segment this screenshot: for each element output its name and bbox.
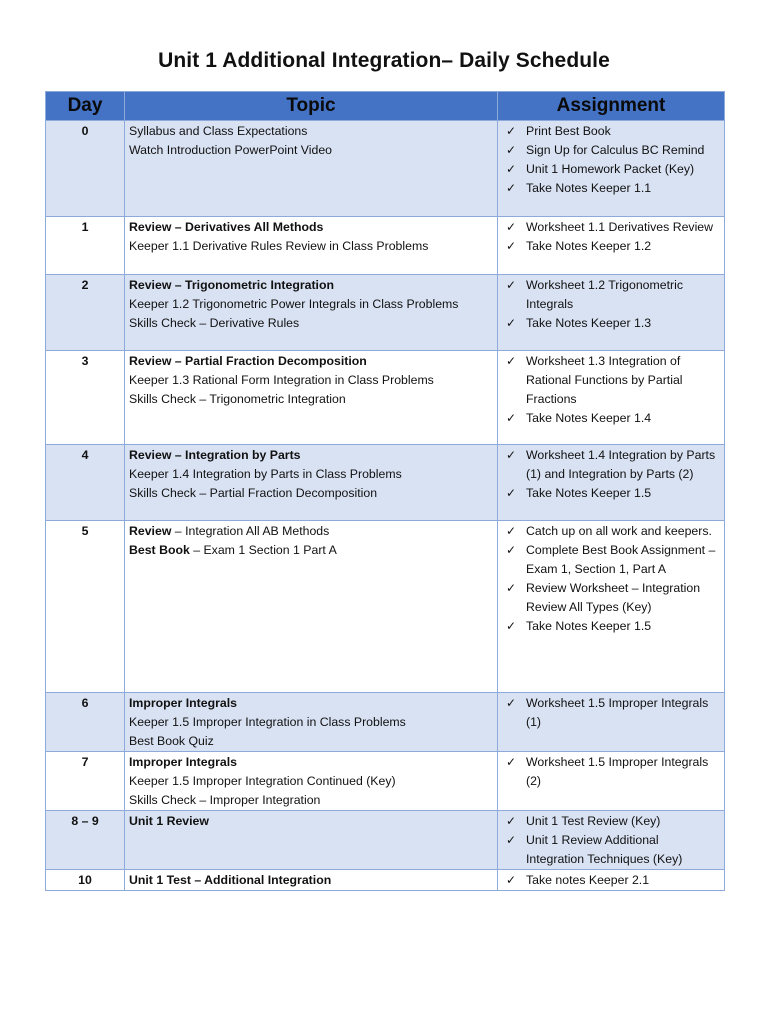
checkmark-icon: ✓ [506,239,517,253]
assignment-text: Worksheet 1.3 Integration of Rational Functions by Partial Fractions [526,354,683,406]
topic-text: Skills Check – Partial Fraction Decomposition [129,486,378,500]
topic-line [129,352,493,371]
assignment-item [502,446,720,484]
table-header-row [46,92,725,121]
assignment-list [502,122,720,198]
topic-line [129,791,493,810]
topic-line [129,541,493,560]
topic-bold-text: Best Book [129,543,190,557]
topic-line [129,295,493,314]
topic-cell [125,217,498,275]
day-cell: 4 [46,445,125,521]
assignment-text: Worksheet 1.2 Trigonometric Integrals [526,278,683,311]
checkmark-icon: ✓ [506,486,517,500]
header-topic: Topic [125,92,498,121]
topic-line [129,812,493,831]
assignment-list [502,694,720,732]
checkmark-icon: ✓ [506,833,517,847]
table-row [46,693,725,752]
checkmark-icon: ✓ [506,873,517,887]
checkmark-icon: ✓ [506,619,517,633]
assignment-text: Take Notes Keeper 1.1 [526,181,652,195]
topic-cell [125,870,498,891]
topic-bold-text: Review – Integration by Parts [129,448,301,462]
assignment-item [502,276,720,314]
topic-line [129,371,493,390]
topic-bold-text: Review – Derivatives All Methods [129,220,324,234]
assignment-text: Unit 1 Test Review (Key) [526,814,661,828]
assignment-text: Worksheet 1.5 Improper Integrals (2) [526,755,709,788]
topic-text: Watch Introduction PowerPoint Video [129,143,333,157]
assignment-text: Unit 1 Review Additional Integration Techniques (Key) [526,833,683,866]
topic-bold-text: Review [129,524,172,538]
assignment-list [502,218,720,256]
assignment-item [502,522,720,541]
assignment-cell [498,351,725,445]
topic-line [129,218,493,237]
assignment-item [502,484,720,503]
topic-cell [125,275,498,351]
assignment-item [502,122,720,141]
assignment-item [502,141,720,160]
assignment-item [502,871,720,890]
assignment-item [502,314,720,333]
checkmark-icon: ✓ [506,524,517,538]
assignment-text: Complete Best Book Assignment – Exam 1, Section 1, Part A [526,543,716,576]
assignment-item [502,617,720,636]
checkmark-icon: ✓ [506,143,517,157]
assignment-cell [498,870,725,891]
table-row [46,521,725,693]
checkmark-icon: ✓ [506,814,517,828]
assignment-item [502,831,720,869]
topic-line [129,276,493,295]
assignment-cell [498,445,725,521]
assignment-text: Unit 1 Homework Packet (Key) [526,162,695,176]
table-row [46,445,725,521]
assignment-cell [498,121,725,217]
header-assignment: Assignment [498,92,725,121]
topic-cell [125,752,498,811]
topic-text: Keeper 1.5 Improper Integration Continued (Key) [129,774,396,788]
topic-cell [125,351,498,445]
assignment-item [502,579,720,617]
topic-text: Syllabus and Class Expectations [129,124,308,138]
assignment-text: Worksheet 1.4 Integration by Parts (1) and Integration by Parts (2) [526,448,716,481]
topic-cell [125,121,498,217]
topic-line [129,465,493,484]
assignment-text: Worksheet 1.5 Improper Integrals (1) [526,696,709,729]
checkmark-icon: ✓ [506,543,517,557]
checkmark-icon: ✓ [506,162,517,176]
topic-line [129,314,493,333]
topic-line [129,122,493,141]
assignment-list [502,446,720,503]
topic-line [129,141,493,160]
assignment-text: Worksheet 1.1 Derivatives Review [526,220,714,234]
topic-cell [125,693,498,752]
topic-text: – Integration All AB Methods [171,524,330,538]
topic-text: Keeper 1.1 Derivative Rules Review in Class Problems [129,239,429,253]
table-row [46,870,725,891]
assignment-item [502,541,720,579]
assignment-text: Print Best Book [526,124,611,138]
table-row [46,275,725,351]
assignment-cell [498,521,725,693]
checkmark-icon: ✓ [506,411,517,425]
day-cell: 1 [46,217,125,275]
day-cell: 2 [46,275,125,351]
day-cell: 10 [46,870,125,891]
checkmark-icon: ✓ [506,448,517,462]
topic-line [129,871,493,890]
header-day: Day [46,92,125,121]
assignment-item [502,218,720,237]
topic-text: Keeper 1.4 Integration by Parts in Class Problems [129,467,402,481]
assignment-text: Take Notes Keeper 1.4 [526,411,652,425]
table-row [46,811,725,870]
topic-bold-text: Review – Trigonometric Integration [129,278,334,292]
assignment-cell [498,811,725,870]
topic-text: Keeper 1.2 Trigonometric Power Integrals in Class Problems [129,297,459,311]
assignment-cell [498,693,725,752]
checkmark-icon: ✓ [506,124,517,138]
checkmark-icon: ✓ [506,278,517,292]
assignment-cell [498,752,725,811]
topic-line [129,694,493,713]
topic-line [129,732,493,751]
topic-line [129,390,493,409]
assignment-list [502,812,720,869]
topic-line [129,713,493,732]
topic-cell [125,521,498,693]
checkmark-icon: ✓ [506,316,517,330]
topic-line [129,237,493,256]
assignment-list [502,352,720,428]
day-cell: 7 [46,752,125,811]
day-cell: 3 [46,351,125,445]
topic-text: Skills Check – Trigonometric Integration [129,392,346,406]
assignment-text: Take Notes Keeper 1.5 [526,619,652,633]
page-title: Unit 1 Additional Integration– Daily Schedule [158,49,610,72]
assignment-text: Review Worksheet – Integration Review All Types (Key) [526,581,701,614]
assignment-text: Take Notes Keeper 1.5 [526,486,652,500]
topic-bold-text: Unit 1 Review [129,814,209,828]
topic-line [129,753,493,772]
checkmark-icon: ✓ [506,581,517,595]
assignment-list [502,522,720,636]
topic-bold-text: Unit 1 Test – Additional Integration [129,873,332,887]
topic-line [129,484,493,503]
topic-cell [125,811,498,870]
assignment-text: Take Notes Keeper 1.3 [526,316,652,330]
checkmark-icon: ✓ [506,220,517,234]
topic-text: Skills Check – Improper Integration [129,793,321,807]
table-row [46,752,725,811]
assignment-item [502,179,720,198]
topic-bold-text: Improper Integrals [129,755,237,769]
topic-line [129,772,493,791]
assignment-list [502,871,720,890]
assignment-item [502,237,720,256]
assignment-item [502,409,720,428]
table-row [46,351,725,445]
assignment-text: Take Notes Keeper 1.2 [526,239,652,253]
assignment-item [502,694,720,732]
checkmark-icon: ✓ [506,696,517,710]
day-cell: 8 – 9 [46,811,125,870]
checkmark-icon: ✓ [506,354,517,368]
assignment-item [502,812,720,831]
assignment-item [502,753,720,791]
topic-bold-text: Improper Integrals [129,696,237,710]
assignment-item [502,352,720,409]
assignment-item [502,160,720,179]
assignment-cell [498,275,725,351]
table-row [46,121,725,217]
schedule-table [45,91,725,891]
topic-text: Best Book Quiz [129,734,214,748]
checkmark-icon: ✓ [506,181,517,195]
checkmark-icon: ✓ [506,755,517,769]
topic-line [129,522,493,541]
topic-bold-text: Review – Partial Fraction Decomposition [129,354,367,368]
day-cell: 6 [46,693,125,752]
assignment-text: Catch up on all work and keepers. [526,524,712,538]
topic-text: – Exam 1 Section 1 Part A [189,543,337,557]
topic-text: Keeper 1.5 Improper Integration in Class Problems [129,715,406,729]
assignment-list [502,276,720,333]
topic-cell [125,445,498,521]
table-row [46,217,725,275]
assignment-text: Sign Up for Calculus BC Remind [526,143,705,157]
topic-line [129,446,493,465]
topic-text: Keeper 1.3 Rational Form Integration in Class Problems [129,373,434,387]
assignment-text: Take notes Keeper 2.1 [526,873,650,887]
day-cell: 5 [46,521,125,693]
day-cell: 0 [46,121,125,217]
assignment-list [502,753,720,791]
assignment-cell [498,217,725,275]
topic-text: Skills Check – Derivative Rules [129,316,300,330]
